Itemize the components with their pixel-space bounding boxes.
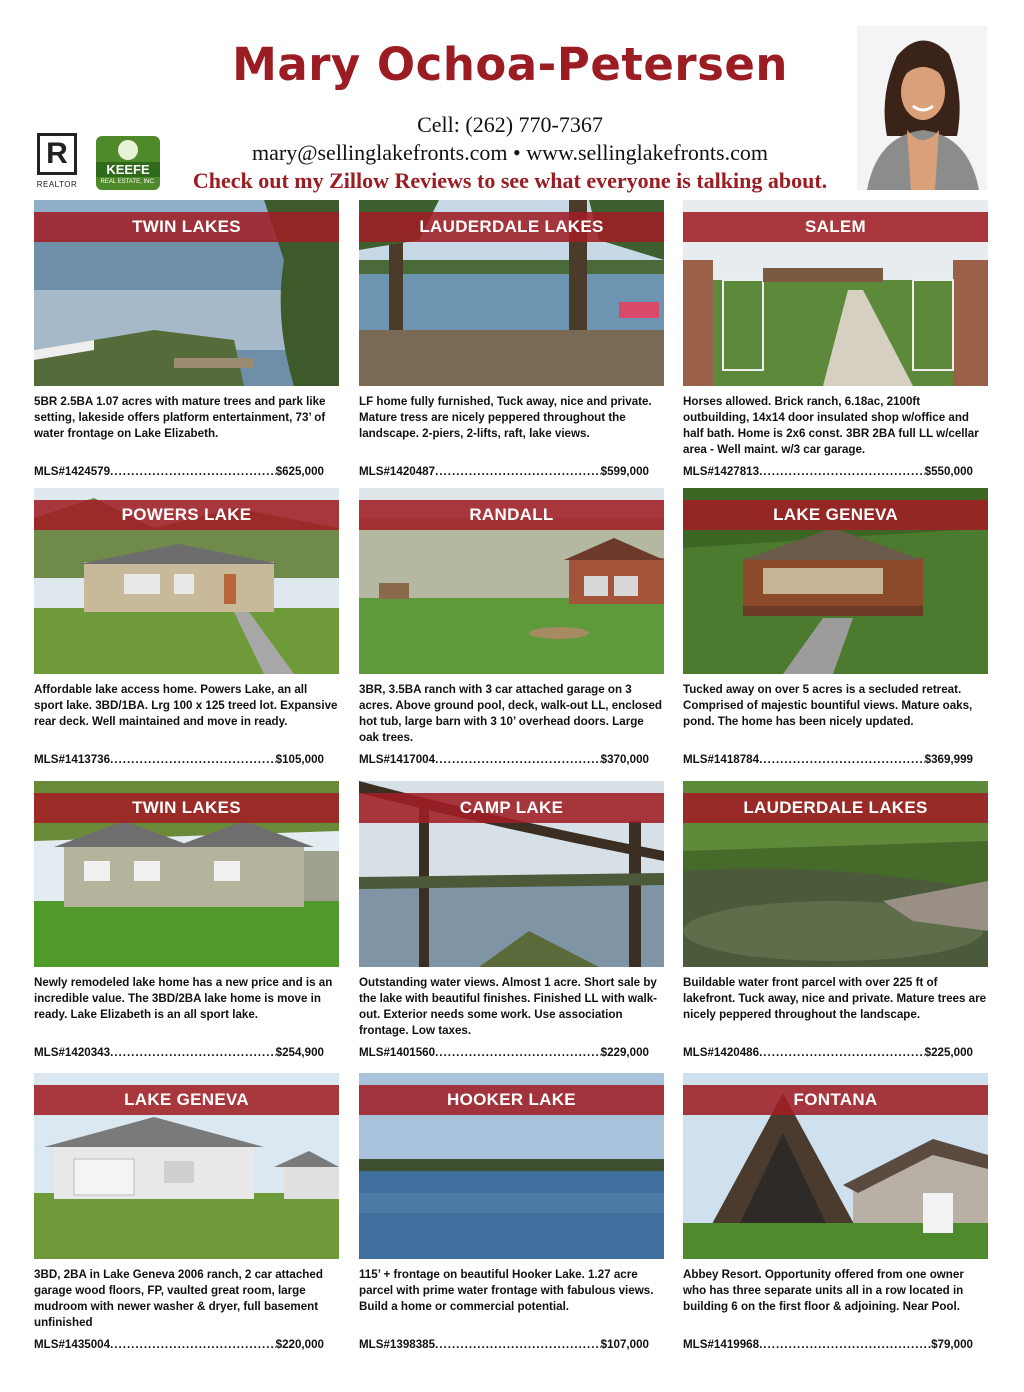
listing-location-banner: FONTANA	[683, 1085, 988, 1115]
listing-description: Outstanding water views. Almost 1 acre. Short sale by the lake with beautiful finishes. Finished LL with walk-out. Exterior needs some work. Use association frontage. Low taxes.	[359, 976, 658, 1037]
listing-price: $370,000	[600, 753, 649, 766]
listing-location-banner: SALEM	[683, 212, 988, 242]
listing-mls-price-line	[34, 1337, 324, 1353]
listing-mls-price-line	[359, 464, 649, 480]
listing-card[interactable]	[359, 1073, 664, 1359]
listing-location-banner: HOOKER LAKE	[359, 1085, 664, 1115]
listing-location-banner: TWIN LAKES	[34, 212, 339, 242]
listing-mls-number: MLS#1398385	[359, 1338, 436, 1351]
leader-dots	[435, 1337, 601, 1353]
listing-description: 5BR 2.5BA 1.07 acres with mature trees and park like setting, lakeside offers platform entertainment, 73’ of water frontage on Lake Elizabeth.	[34, 395, 326, 440]
listing-price: $79,000	[931, 1338, 973, 1351]
agent-name: Mary Ochoa-Petersen	[232, 38, 788, 91]
brokerage-logo-text: KEEFE	[96, 162, 160, 177]
listing-mls-number: MLS#1424579	[34, 465, 111, 478]
listing-location-banner: LAKE GENEVA	[683, 500, 988, 530]
listing-price: $229,000	[600, 1046, 649, 1059]
leader-dots	[759, 1045, 925, 1061]
listing-description: 3BD, 2BA in Lake Geneva 2006 ranch, 2 car attached garage wood floors, FP, vaulted great room, large mudroom with newer washer & dryer, full basement unfinished	[34, 1268, 323, 1329]
flyer-header	[0, 0, 1024, 196]
leader-dots	[435, 464, 601, 480]
leader-dots	[435, 1045, 601, 1061]
listing-location-banner: CAMP LAKE	[359, 793, 664, 823]
listing-description: Affordable lake access home. Powers Lake, an all sport lake. 3BD/1BA. Lrg 100 x 125 treed lot. Expansive rear deck. Well maintained and move in ready.	[34, 683, 338, 728]
listing-description: Tucked away on over 5 acres is a secluded retreat. Comprised of majestic bountiful views. Mature oaks, pond. The home has been nicely updated.	[683, 683, 973, 728]
listing-location-banner: TWIN LAKES	[34, 793, 339, 823]
listing-description: Buildable water front parcel with over 225 ft of lakefront. Tuck away, nice and private. Mature trees are nicely peppered throughout the landscape.	[683, 976, 987, 1021]
listing-card[interactable]	[34, 488, 339, 774]
agent-contact-line: mary@sellinglakefronts.com • www.sellinglakefronts.com	[252, 140, 768, 165]
leader-dots	[759, 752, 925, 768]
listing-mls-number: MLS#1427813	[683, 465, 760, 478]
leader-dots	[110, 1337, 276, 1353]
listing-card[interactable]	[359, 200, 664, 486]
leader-dots	[110, 752, 276, 768]
listing-mls-price-line	[683, 464, 973, 480]
listing-location-banner: LAUDERDALE LAKES	[683, 793, 988, 823]
listing-mls-number: MLS#1401560	[359, 1046, 436, 1059]
listing-mls-number: MLS#1420487	[359, 465, 436, 478]
zillow-tagline: Check out my Zillow Reviews to see what everyone is talking about.	[192, 168, 828, 193]
leader-dots	[110, 464, 276, 480]
listing-mls-number: MLS#1419968	[683, 1338, 760, 1351]
listing-location-banner: RANDALL	[359, 500, 664, 530]
tree-icon	[118, 140, 138, 160]
listing-mls-price-line	[359, 752, 649, 768]
listing-card[interactable]	[359, 781, 664, 1067]
listing-price: $220,000	[275, 1338, 324, 1351]
listing-description: 3BR, 3.5BA ranch with 3 car attached garage on 3 acres. Above ground pool, deck, walk-out LL, enclosed hot tub, large barn with 3 10’ overhead doors. Large oak trees.	[359, 683, 662, 744]
listing-mls-price-line	[683, 1045, 973, 1061]
realtor-mark: R	[37, 133, 77, 175]
listing-price: $105,000	[275, 753, 324, 766]
listing-mls-price-line	[683, 752, 973, 768]
listing-location-banner: POWERS LAKE	[34, 500, 339, 530]
listing-mls-number: MLS#1420343	[34, 1046, 111, 1059]
listing-mls-number: MLS#1413736	[34, 753, 111, 766]
listing-mls-price-line	[359, 1337, 649, 1353]
leader-dots	[759, 1337, 931, 1353]
listing-price: $369,999	[924, 753, 973, 766]
listing-mls-number: MLS#1418784	[683, 753, 760, 766]
leader-dots	[759, 464, 925, 480]
listing-mls-price-line	[34, 752, 324, 768]
listing-description: Newly remodeled lake home has a new price and is an incredible value. The 3BD/2BA lake home is move in ready. Lake Elizabeth is an all sport lake.	[34, 976, 333, 1021]
listing-price: $625,000	[275, 465, 324, 478]
listing-location-banner: LAKE GENEVA	[34, 1085, 339, 1115]
realtor-logo-text: REALTOR	[36, 180, 78, 189]
agent-headshot	[857, 26, 987, 190]
listing-card[interactable]	[683, 200, 988, 486]
listing-card[interactable]	[34, 200, 339, 486]
brokerage-logo	[96, 136, 160, 190]
listing-mls-price-line	[359, 1045, 649, 1061]
listing-card[interactable]	[359, 488, 664, 774]
listing-description: Abbey Resort. Opportunity offered from one owner who has three separate units all in a row located in building 6 on the first floor & adjoining. Near Pool.	[683, 1268, 964, 1313]
leader-dots	[435, 752, 601, 768]
agent-cell-phone: Cell: (262) 770-7367	[417, 112, 603, 137]
listing-mls-price-line	[34, 1045, 324, 1061]
listing-location-banner: LAUDERDALE LAKES	[359, 212, 664, 242]
listing-mls-price-line	[683, 1337, 973, 1353]
listing-mls-price-line	[34, 464, 324, 480]
listing-mls-number: MLS#1417004	[359, 753, 436, 766]
listing-price: $599,000	[600, 465, 649, 478]
listing-description: Horses allowed. Brick ranch, 6.18ac, 2100ft outbuilding, 14x14 door insulated shop w/office and half bath. Home is 2x6 const. 3BR 2BA full LL w/cellar area - Well maint. w/3 car garage.	[683, 395, 979, 456]
brokerage-logo-subtext: REAL ESTATE, INC.	[100, 179, 156, 185]
listing-card[interactable]	[34, 781, 339, 1067]
realtor-logo	[34, 133, 80, 191]
listing-card[interactable]	[683, 488, 988, 774]
listing-price: $225,000	[924, 1046, 973, 1059]
listing-mls-number: MLS#1420486	[683, 1046, 760, 1059]
listing-mls-number: MLS#1435004	[34, 1338, 111, 1351]
listing-price: $107,000	[600, 1338, 649, 1351]
listing-price: $254,900	[275, 1046, 324, 1059]
listing-price: $550,000	[924, 465, 973, 478]
leader-dots	[110, 1045, 276, 1061]
listing-description: 115’ + frontage on beautiful Hooker Lake. 1.27 acre parcel with prime water frontage with fabulous views. Build a home or commercial potential.	[359, 1268, 654, 1313]
listing-card[interactable]	[683, 781, 988, 1067]
listing-card[interactable]	[34, 1073, 339, 1359]
listing-card[interactable]	[683, 1073, 988, 1359]
listing-description: LF home fully furnished, Tuck away, nice and private. Mature tress are nicely peppered throughout the landscape. 2-piers, 2-lifts, raft, lake views.	[359, 395, 652, 440]
